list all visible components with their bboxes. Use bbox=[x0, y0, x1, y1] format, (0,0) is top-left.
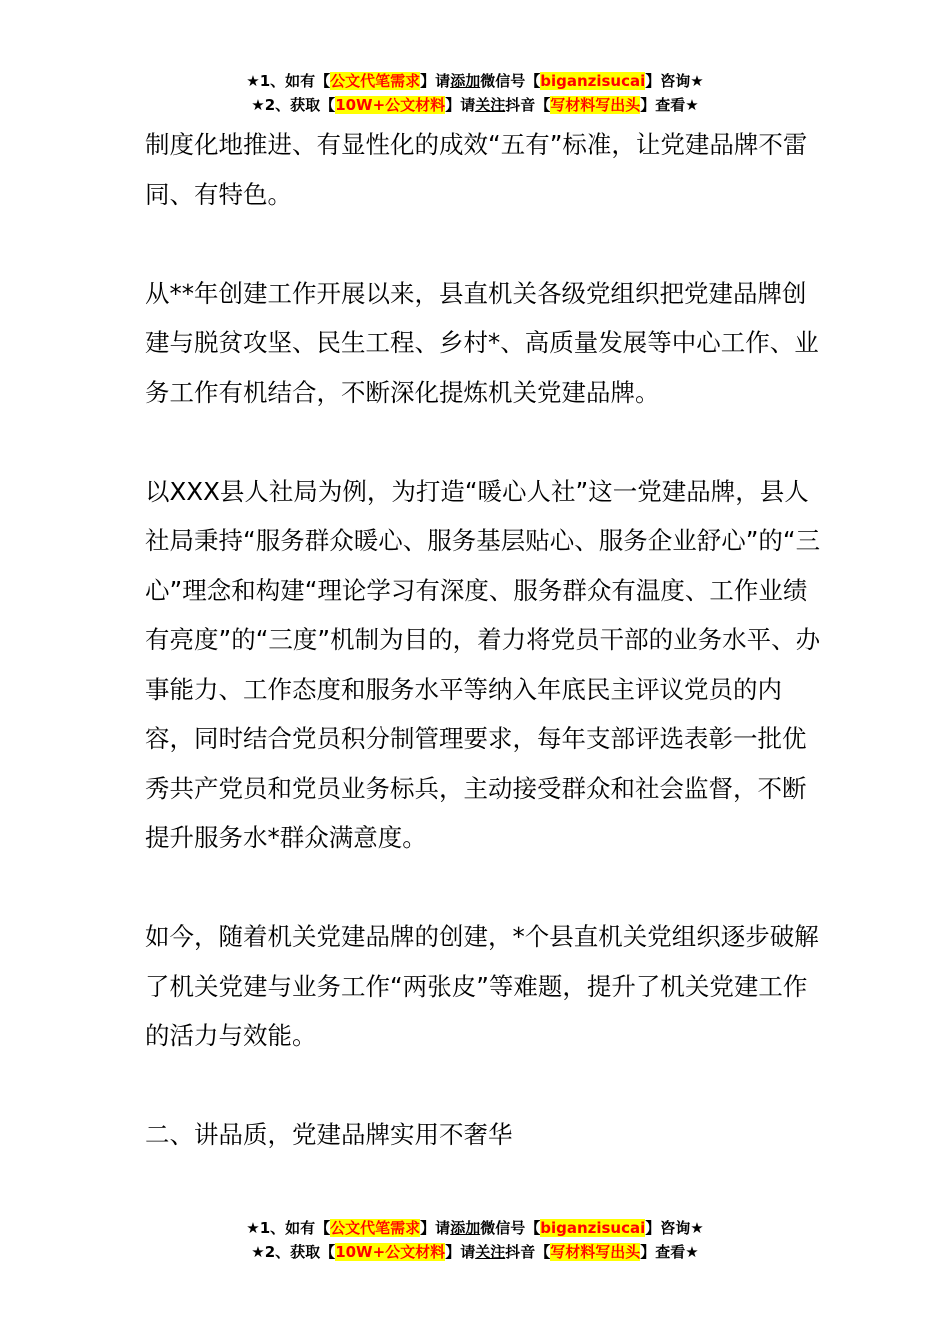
banner-highlight: 公文代笔需求 bbox=[330, 72, 421, 90]
banner-text: ★2、获取【 bbox=[251, 96, 336, 114]
banner-line-1 bbox=[0, 1216, 950, 1240]
banner-text: ★1、如有【 bbox=[246, 72, 331, 90]
banner-line-2 bbox=[0, 93, 950, 117]
banner-text: 】查看★ bbox=[640, 96, 699, 114]
document-body bbox=[145, 120, 825, 1160]
banner-text: 微信号【 bbox=[480, 1219, 541, 1237]
banner-underline-text: 添加 bbox=[450, 72, 481, 90]
banner-text: 】请 bbox=[445, 96, 476, 114]
section-heading: 二、讲品质，党建品牌实用不奢华 bbox=[145, 1120, 513, 1149]
banner-highlight: 10W+公文材料 bbox=[335, 1243, 446, 1261]
banner-text: 】请 bbox=[420, 1219, 451, 1237]
banner-line-2 bbox=[0, 1240, 950, 1264]
banner-underline-text: 关注 bbox=[475, 96, 506, 114]
banner-line-1 bbox=[0, 69, 950, 93]
banner-highlight: 写材料写出头 bbox=[550, 96, 641, 114]
banner-highlight: 公文代笔需求 bbox=[330, 1219, 421, 1237]
banner-underline-text: 添加 bbox=[450, 1219, 481, 1237]
banner-text: ★1、如有【 bbox=[246, 1219, 331, 1237]
banner-text: 抖音【 bbox=[505, 1243, 551, 1261]
banner-highlight: biganzisucai bbox=[540, 72, 646, 90]
paragraph: 如今，随着机关党建品牌的创建，*个县直机关党组织逐步破解了机关党建与业务工作“两张皮”等难题，提升了机关党建工作的活力与效能。 bbox=[145, 922, 819, 1050]
paragraph: 以XXX县人社局为例，为打造“暖心人社”这一党建品牌，县人社局秉持“服务群众暖心、服务基层贴心、服务企业舒心”的“三心”理念和构建“理论学习有深度、服务群众有温度、工作业绩有亮度”的“三度”机制为目的，着力将党员干部的业务水平、办事能力、工作态度和服务水平等纳入年底民主评议党员的内容，同时结合党员积分制管理要求，每年支部评选表彰一批优秀共产党员和党员业务标兵，主动接受群众和社会监督，不断提升服务水*群众满意度。 bbox=[145, 476, 821, 852]
banner-text: ★2、获取【 bbox=[251, 1243, 336, 1261]
banner-text: 】请 bbox=[445, 1243, 476, 1261]
banner-text: 】请 bbox=[420, 72, 451, 90]
banner-text: 抖音【 bbox=[505, 96, 551, 114]
paragraph: 制度化地推进、有显性化的成效“五有”标准，让党建品牌不雷同、有特色。 bbox=[145, 130, 808, 209]
banner-highlight: 写材料写出头 bbox=[550, 1243, 641, 1261]
banner-highlight: 10W+公文材料 bbox=[335, 96, 446, 114]
banner-underline-text: 关注 bbox=[475, 1243, 506, 1261]
paragraph: 从**年创建工作开展以来，县直机关各级党组织把党建品牌创建与脱贫攻坚、民生工程、乡村*、高质量发展等中心工作、业务工作有机结合，不断深化提炼机关党建品牌。 bbox=[145, 278, 819, 407]
banner-highlight: biganzisucai bbox=[540, 1219, 646, 1237]
banner-text: 微信号【 bbox=[480, 72, 541, 90]
banner-text: 】咨询★ bbox=[645, 1219, 704, 1237]
header-banner bbox=[0, 69, 950, 117]
banner-text: 】查看★ bbox=[640, 1243, 699, 1261]
banner-text: 】咨询★ bbox=[645, 72, 704, 90]
footer-banner bbox=[0, 1216, 950, 1264]
